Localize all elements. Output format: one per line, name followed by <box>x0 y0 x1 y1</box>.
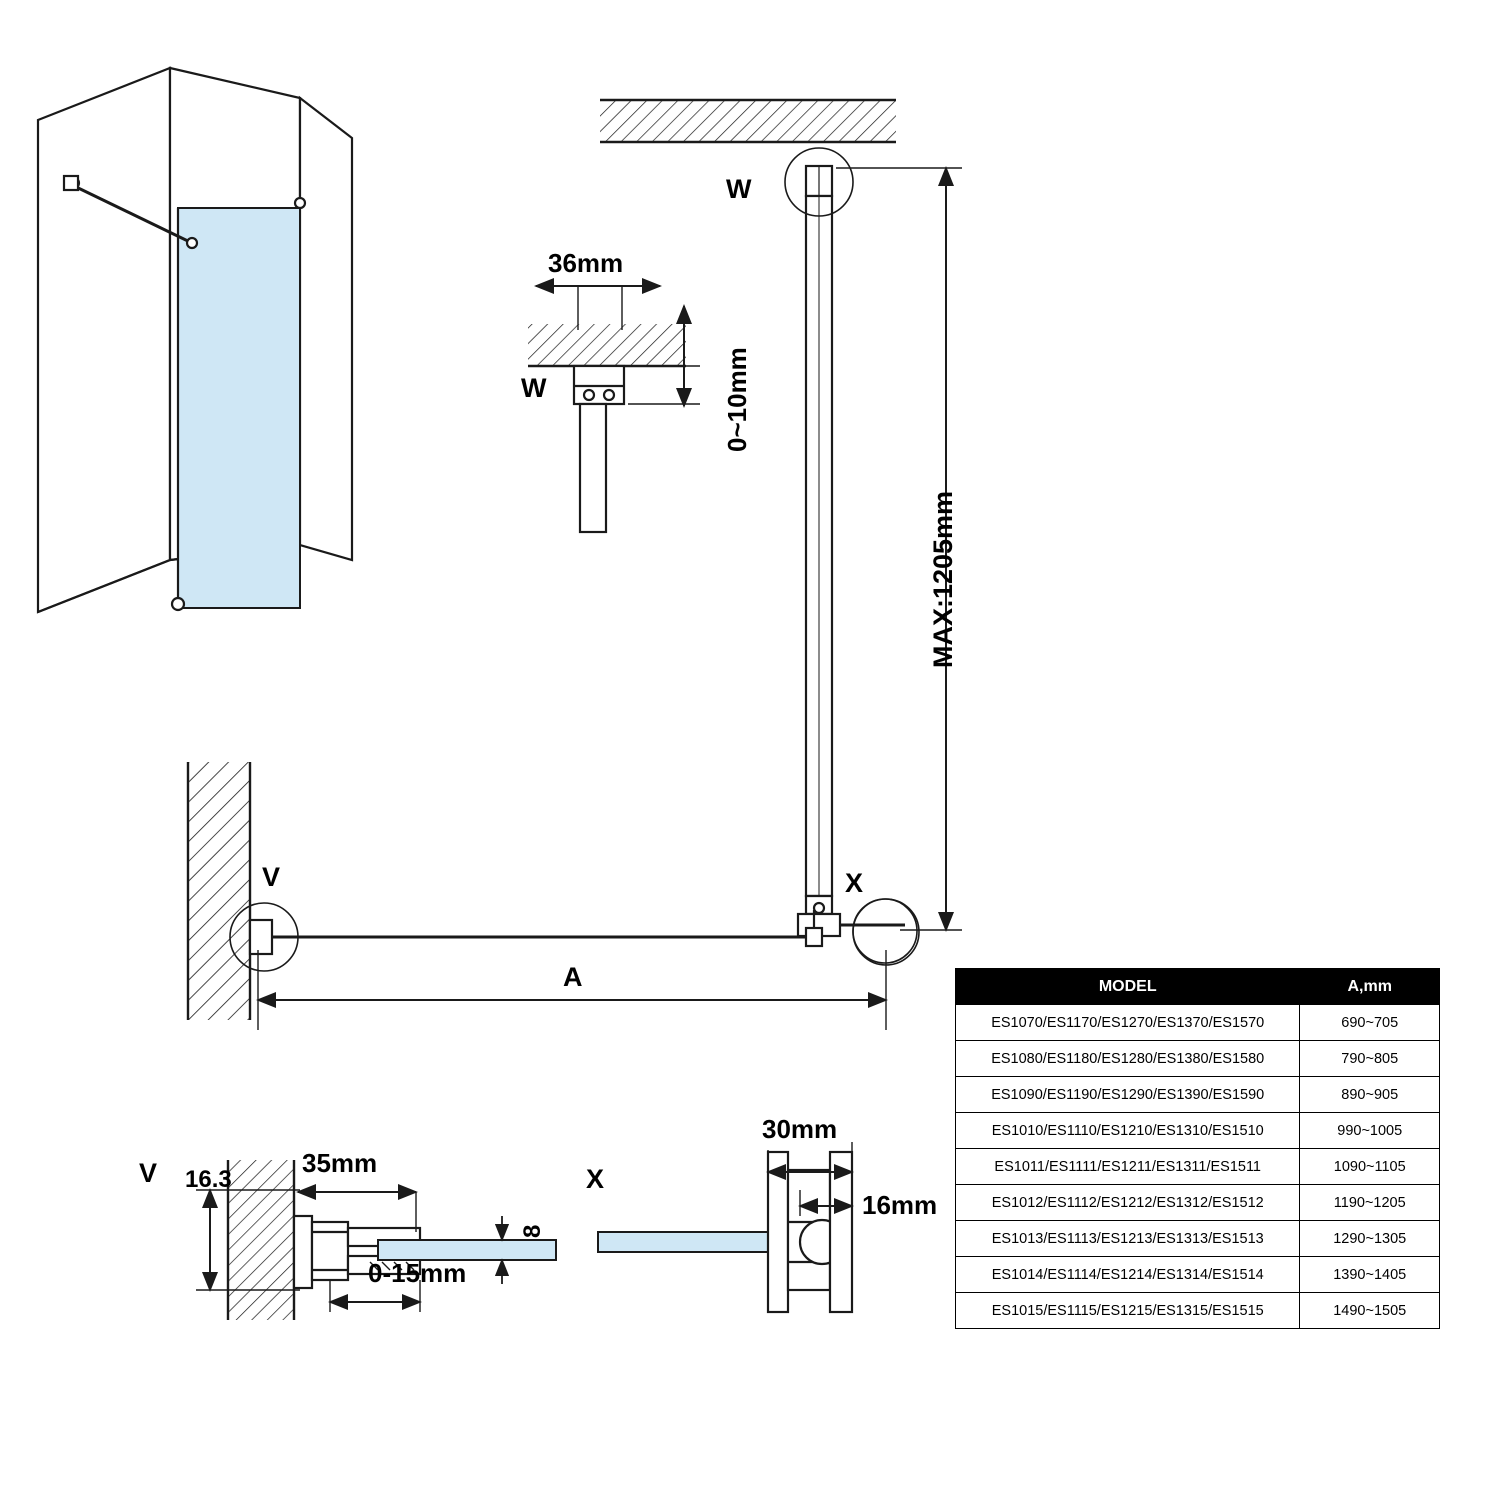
table-row <box>956 1041 1440 1077</box>
cell-a: 1290~1305 <box>1300 1221 1440 1257</box>
cell-model: ES1010/ES1110/ES1210/ES1310/ES1510 <box>956 1113 1300 1149</box>
table-row <box>956 1257 1440 1293</box>
dim-glass-8: 8 <box>519 1224 546 1238</box>
label-x-detail: X <box>586 1164 605 1194</box>
label-w-detail: W <box>521 373 547 403</box>
dim-30mm: 30mm <box>762 1114 838 1144</box>
table-header-row <box>956 969 1440 1005</box>
cell-a: 1190~1205 <box>1300 1185 1440 1221</box>
cell-a: 990~1005 <box>1300 1113 1440 1149</box>
dim-35mm: 35mm <box>302 1148 378 1178</box>
model-spec-table <box>955 968 1440 1329</box>
cell-a: 1490~1505 <box>1300 1293 1440 1329</box>
table-row <box>956 1113 1440 1149</box>
label-v-plan: V <box>262 862 281 892</box>
w-detail-view <box>528 286 700 532</box>
table-row <box>956 1005 1440 1041</box>
table-row <box>956 1149 1440 1185</box>
cell-a: 1090~1105 <box>1300 1149 1440 1185</box>
dim-0-15mm: 0-15mm <box>368 1258 467 1288</box>
table-row <box>956 1077 1440 1113</box>
cell-model: ES1090/ES1190/ES1290/ES1390/ES1590 <box>956 1077 1300 1113</box>
label-v-detail: V <box>139 1158 158 1188</box>
header-a: A,mm <box>1300 969 1440 1005</box>
perspective-view <box>38 68 352 612</box>
label-x-plan: X <box>845 868 864 898</box>
table-row <box>956 1293 1440 1329</box>
table-body <box>956 1005 1440 1329</box>
cell-a: 790~805 <box>1300 1041 1440 1077</box>
table-row <box>956 1185 1440 1221</box>
v-detail-view <box>196 1160 556 1320</box>
table-row <box>956 1221 1440 1257</box>
label-w-elevation: W <box>726 174 752 204</box>
header-model: MODEL <box>956 969 1300 1005</box>
cell-model: ES1012/ES1112/ES1212/ES1312/ES1512 <box>956 1185 1300 1221</box>
cell-a: 690~705 <box>1300 1005 1440 1041</box>
dim-16mm: 16mm <box>862 1190 938 1220</box>
cell-model: ES1014/ES1114/ES1214/ES1314/ES1514 <box>956 1257 1300 1293</box>
dim-a: A <box>563 962 583 992</box>
dim-36mm: 36mm <box>548 248 624 278</box>
cell-model: ES1015/ES1115/ES1215/ES1315/ES1515 <box>956 1293 1300 1329</box>
cell-a: 890~905 <box>1300 1077 1440 1113</box>
cell-a: 1390~1405 <box>1300 1257 1440 1293</box>
x-detail-view <box>598 1142 852 1312</box>
dim-0-10mm: 0~10mm <box>722 347 752 452</box>
cell-model: ES1011/ES1111/ES1211/ES1311/ES1511 <box>956 1149 1300 1185</box>
cell-model: ES1070/ES1170/ES1270/ES1370/ES1570 <box>956 1005 1300 1041</box>
dim-max-height: MAX:1205mm <box>928 490 958 668</box>
cell-model: ES1080/ES1180/ES1280/ES1380/ES1580 <box>956 1041 1300 1077</box>
elevation-view <box>600 100 962 963</box>
dim-16-3: 16.3 <box>185 1166 232 1193</box>
cell-model: ES1013/ES1113/ES1213/ES1313/ES1513 <box>956 1221 1300 1257</box>
